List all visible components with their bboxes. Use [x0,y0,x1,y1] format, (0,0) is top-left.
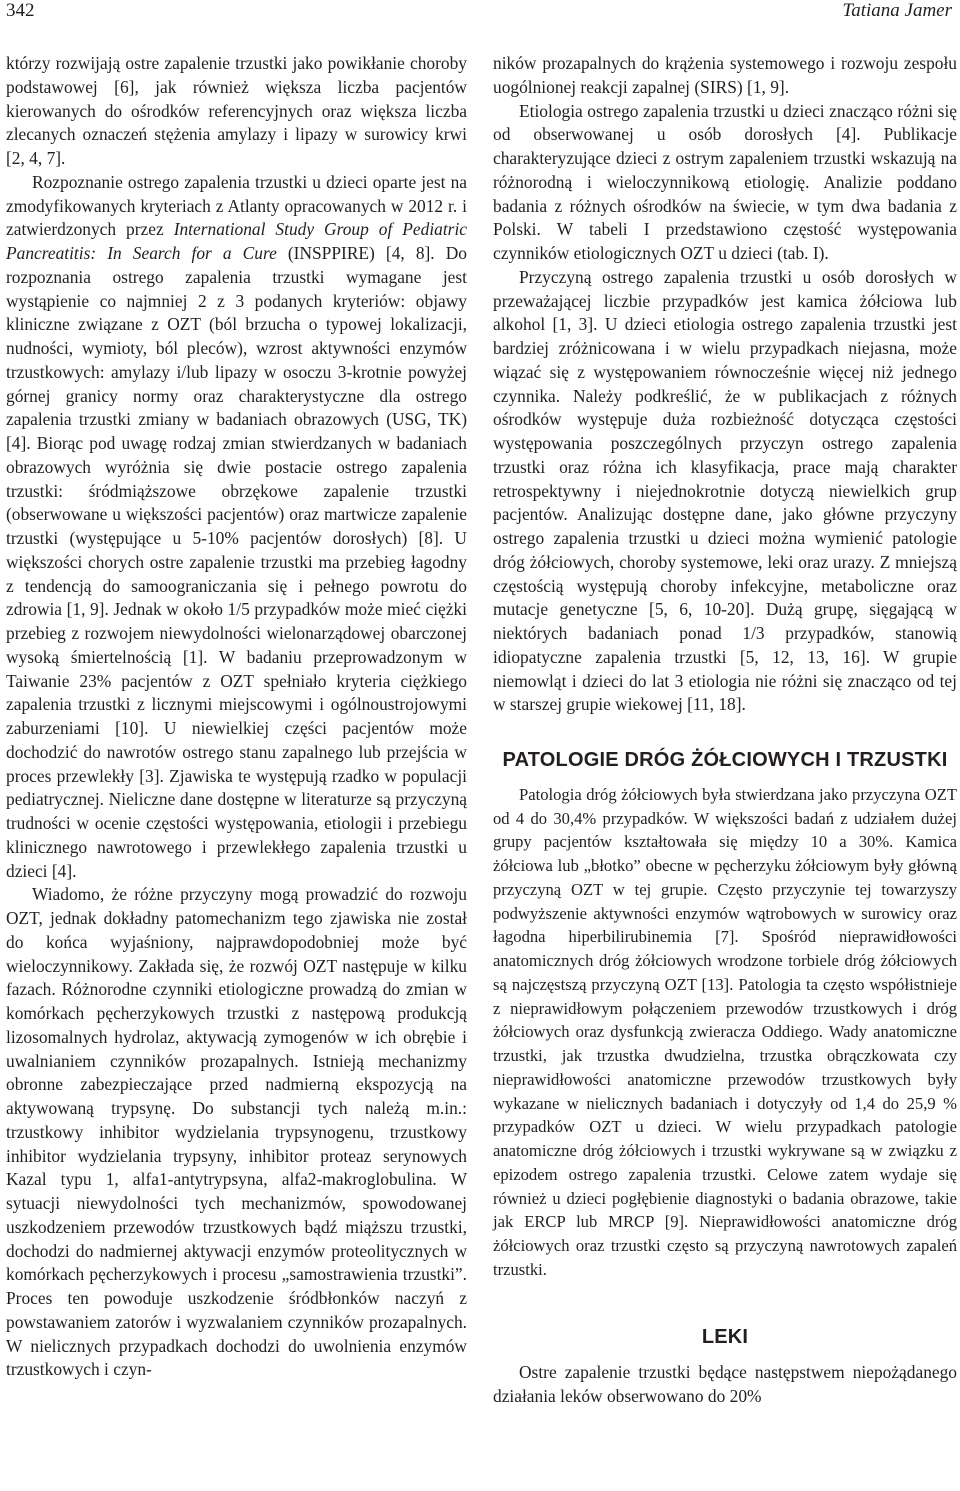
paragraph: Wiadomo, że różne przyczyny mogą prowadzić do rozwoju OZT, jednak dokładny patomechanizm tego zjawiska nie został do końca wyjaśniony, najprawdopodobniej może być wieloczynnikowy. Zakłada się, że rozwój OZT następuje w kilku fazach. Różnorodne czynniki etiologiczne prowadzą do zmian w komórkach pęcherzykowych trzustki z następową produkcją lizosomalnych hydrolaz, aktywacją zymogenów w ich obrębie i uwalnianiem czynników prozapalnych. Istnieją mechanizmy obronne zabezpieczające przed nadmierną ekspozycją na aktywowaną trypsynę. Do substancji tych należą m.in.: trzustkowy inhibitor wydzielania trypsynogenu, trzustkowy inhibitor wydzielania trypsyny, inhibitor proteaz serynowych Kazal typu 1, alfa1-antytrypsyna, alfa2-makroglobulina. W sytuacji niewydolności tych mechanizmów, spowodowanej uszkodzeniem przewodów trzustkowych bądź miąższu trzustki, dochodzi do nadmiernej aktywacji enzymów proteolitycznych w komórkach pęcherzykowych i procesu „samostrawienia trzustki”. Proces ten powoduje uszkodzenie śródbłonków naczyń z powstawaniem zatorów i wyzwalaniem czynników prozapalnych. W nielicznych przypadkach dochodzi do uwolnienia enzymów trzustkowych i czyn- [6,884,467,1380]
section-heading: PATOLOGIE DRÓG ŻÓŁCIOWYCH I TRZUSTKI [502,749,948,771]
study-group-name: International Study Group of Pediatric Pancreatitis: In Search for a Cure [6,219,467,263]
left-column [6,52,467,1382]
paragraph: ników prozapalnych do krążenia systemowego i rozwoju zespołu uogólnionej reakcji zapalnej (SIRS) [1, 9]. [493,53,957,97]
paragraph [6,171,467,884]
page-number: 342 [6,0,35,21]
paragraph: Przyczyną ostrego zapalenia trzustki u osób dorosłych w przeważającej liczbie przypadków jest kamica żółciowa lub alkohol [1, 3]. U dzieci etiologia ostrego zapalenia trzustki jest bardziej zróżnicowana i w wielu przypadkach niejasna, może wiązać się z występowaniem równocześnie więcej niż jednego czynnika. Należy podkreślić, że w publikacjach z różnych ośrodków występuje duża rozbieżność dotycząca częstości występowania poszczególnych przyczyn ostrego zapalenia trzustki oraz różna ich klasyfikacja, prace mają charakter retrospektywny i niejednokrotnie dotyczą niewielkich grup pacjentów. Analizując dostępne dane, jako główne przyczyny ostrego zapalenia trzustki u dzieci można wymienić patologie dróg żółciowych, choroby systemowe, leki oraz urazy. Z mniejszą częstością występują choroby infekcyjne, metaboliczne oraz mutacje genetyczne [5, 6, 10-20]. Dużą grupę, sięgającą w niektórych badaniach ponad 1/3 przypadków, stanowią idiopatyczne zapalenia trzustki [5, 12, 13, 16]. W grupie niemowląt i dzieci do lat 3 etiologia nie różni się znacząco od tej w starszej grupie wiekowej [11, 18]. [493,266,957,715]
paragraph-text: (INSPPIRE) [4, 8]. Do rozpoznania ostrego zapalenia trzustki wymagane jest wystąpienie co najmniej 2 z 3 podanych kryteriów: objawy kliniczne związane z OZT (ból brzucha o typowej lokalizacji, nudności, wymioty, ból pleców), wzrost aktywności enzymów trzustkowych: amylazy i/lub lipazy w osoczu 3-krotnie powyżej górnej granicy normy oraz charakterystyczne dla ostrego zapalenia trzustki zmiany w badaniach obrazowych (USG, TK) [4]. Biorąc pod uwagę rodzaj zmian stwierdzanych w badaniach obrazowych wyróżnia się dwie postacie ostrego zapalenia trzustki: śródmiąższowe obrzękowe zapalenie trzustki (obserwowane u większości pacjentów) oraz martwicze zapalenie trzustki (występujące u 5-10% pacjentów dorosłych) [8]. U większości chorych ostre zapalenie trzustki ma przebieg łagodny z tendencją do samoograniczania się i pełnego powrotu do zdrowia [1, 9]. Jednak w około 1/5 przypadków może mieć ciężki przebieg z rozwojem niewydolności wielonarządowej obarczonej wysoką śmiertelnością [1]. W badaniu przeprowadzonym w Taiwanie 23% pacjentów z OZT spełniało kryteria ciężkiego zapalenia trzustki z licznymi miejscowymi i ogólnoustrojowymi zaburzeniami [10]. U niewielkiej części pacjentów może dochodzić do nawrotów ostrego stanu zapalnego lub przejścia w proces przewlekły [3]. Zjawiska te występują rzadko w populacji pediatrycznej. Nieliczne dane dostępne w literaturze są przyczyną trudności w ocenie częstości występowania, etiologii i przebiegu klinicznego nawrotowego i przewlekłego zapalenia trzustki u dzieci [4]. [6,243,467,881]
paragraph: Etiologia ostrego zapalenia trzustki u dzieci znacząco różni się od obserwowanej u osób dorosłych [4]. Publikacje charakteryzujące dzieci z ostrym zapaleniem trzustki wskazują na różnorodną i wieloczynnikową etiologię. Analizie poddano badania z różnych ośrodków na świecie, w tym dwa badania z Polski. W tabeli I przedstawiono częstość występowania czynników etiologicznych OZT u dzieci (tab. I). [493,100,957,263]
paragraph: Ostre zapalenie trzustki będące następstwem niepożądanego działania leków obserwowano do 20% [493,1362,957,1406]
running-head-author: Tatiana Jamer [842,0,952,21]
paragraph: którzy rozwijają ostre zapalenie trzustki jako powikłanie choroby podstawowej [6], jak również większa liczba pacjentów kierowanych do ośrodków referencyjnych oraz większa liczba zlecanych oznaczeń stężenia amylazy i lipazy w surowicy krwi [2, 4, 7]. [6,53,467,168]
section-heading: LEKI [701,1325,749,1348]
page-header [0,0,960,26]
paragraph-text: Rozpoznanie ostrego zapalenia trzustki u dzieci oparte jest na zmodyfikowanych kryteriach z Atlanty opracowanych w 2012 r. i zatwierdzonych przez [6,171,467,240]
right-column [493,52,957,1409]
paragraph: Patologia dróg żółciowych była stwierdzana jako przyczyna OZT od 4 do 30,4% przypadków. W większości badań z udziałem dużej grupy pacjentów kształtowała się między 10 a 30%. Kamica żółciowa lub „błotko” obecne w pęcherzyku żółciowym były główną przyczyną OZT w tej grupie. Często przyczynie tej towarzyszy podwyższenie aktywności enzymów wątrobowych w surowicy oraz łagodna hiperbilirubinemia [7]. Spośród nieprawidłowości anatomicznych dróg żółciowych wrodzone torbiele dróg żółciowych są najczęstszą przyczyną OZT [13]. Patologia ta często współistnieje z nieprawidłowym połączeniem przewodów trzustkowych i dróg żółciowych oraz dysfunkcją zwieracza Oddiego. Wady anatomiczne trzustki, jak trzustka dwudzielna, trzustka obrączkowata czy nieprawidłowości anatomiczne przewodów trzustkowych były wykazane w nielicznych badaniach i dotyczyły od 1,4 do 25,9 % przypadków OZT u dzieci. W wielu przypadkach patologie anatomiczne dróg żółciowych i trzustki wykrywane są w związku z epizodem ostrego zapalenia trzustki. Celowe zatem wydaje się również u dzieci pogłębienie diagnostyki o badania obrazowe, takie jak ERCP lub MRCP [9]. Nieprawidłowości anatomiczne dróg żółciowych oraz trzustki często są przyczyną nawrotowych zapaleń trzustki. [493,784,957,1279]
